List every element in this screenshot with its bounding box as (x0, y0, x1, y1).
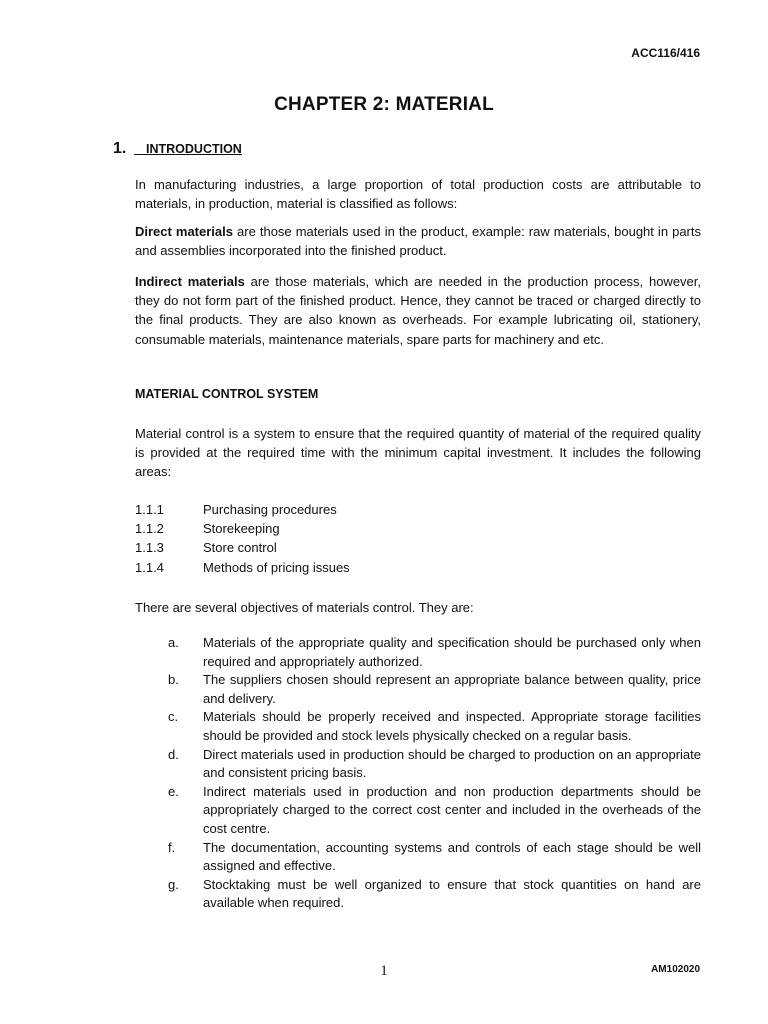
list-item (168, 671, 701, 708)
list-item (168, 876, 701, 913)
item-text: The suppliers chosen should represent an appropriate balance between quality, price and delivery. (203, 672, 701, 706)
indirect-materials-text: are those materials, which are needed in the production process, however, they do not form part of the finished product. Hence, they cannot be traced or charged directly to the final products. They are also known as overheads. For example lubricating oil, stationery, consumable materials, maintenance materials, spare parts for machinery and etc. (135, 274, 701, 347)
list-item (168, 634, 701, 671)
objectives-list (168, 634, 701, 913)
item-letter: d. (168, 746, 179, 762)
item-letter: a. (168, 635, 179, 650)
material-control-paragraph: Material control is a system to ensure that the required quantity of material of the required quality is provided at the required time with the minimum capital investment. It includes the following areas: (135, 426, 701, 480)
list-item (168, 746, 701, 783)
section-number: 1. (113, 140, 127, 157)
item-text: Storekeeping (203, 521, 280, 537)
direct-materials-term: Direct materials (135, 224, 233, 239)
item-number: 1.1.4 (135, 559, 164, 575)
list-item (168, 783, 701, 839)
item-letter: b. (168, 672, 179, 688)
item-text: Materials should be properly received and inspected. Appropriate storage facilities should be provided and stock levels physically checked on a regular basis. (203, 709, 701, 743)
item-text: Materials of the appropriate quality and specification should be purchased only when required and appropriately authorized. (203, 635, 701, 669)
item-letter: c. (168, 709, 179, 725)
list-item (168, 708, 701, 745)
chapter-title: CHAPTER 2: MATERIAL (274, 94, 494, 115)
item-text: Methods of pricing issues (203, 559, 350, 575)
direct-materials-paragraph (135, 222, 701, 260)
item-letter: f. (168, 839, 176, 855)
intro-paragraph: In manufacturing industries, a large proportion of total production costs are attributable to materials, in production, material is classified as follows: (135, 177, 701, 212)
section-title: INTRODUCTION (146, 142, 242, 156)
item-text: Purchasing procedures (203, 502, 337, 517)
item-letter: e. (168, 783, 179, 799)
page-number: 1 (380, 963, 388, 979)
item-number: 1.1.1 (135, 502, 164, 517)
item-text: The documentation, accounting systems and controls of each stage should be well assigned and effective. (203, 839, 701, 874)
item-text: Indirect materials used in production and non production departments should be appropriately charged to the correct cost center and included in the overheads of the cost centre. (203, 783, 701, 836)
course-code: ACC116/416 (631, 46, 700, 60)
footer-code: AM102020 (651, 964, 700, 975)
objectives-intro: There are several objectives of materials control. They are: (135, 600, 474, 615)
item-text: Direct materials used in production should be charged to production on an appropriate and consistent pricing basis. (203, 746, 701, 781)
item-number: 1.1.2 (135, 521, 164, 537)
item-text: Store control (203, 540, 277, 556)
item-letter: g. (168, 876, 179, 892)
indirect-materials-term: Indirect materials (135, 274, 245, 289)
material-control-heading: MATERIAL CONTROL SYSTEM (135, 387, 319, 401)
direct-materials-text: are those materials used in the product, example: raw materials, bought in parts and assemblies incorporated into the finished product. (135, 224, 701, 259)
indirect-materials-paragraph (135, 272, 701, 349)
item-text: Stocktaking must be well organized to ensure that stock quantities on hand are available when required. (203, 876, 701, 911)
list-item (168, 839, 701, 876)
item-number: 1.1.3 (135, 540, 164, 556)
